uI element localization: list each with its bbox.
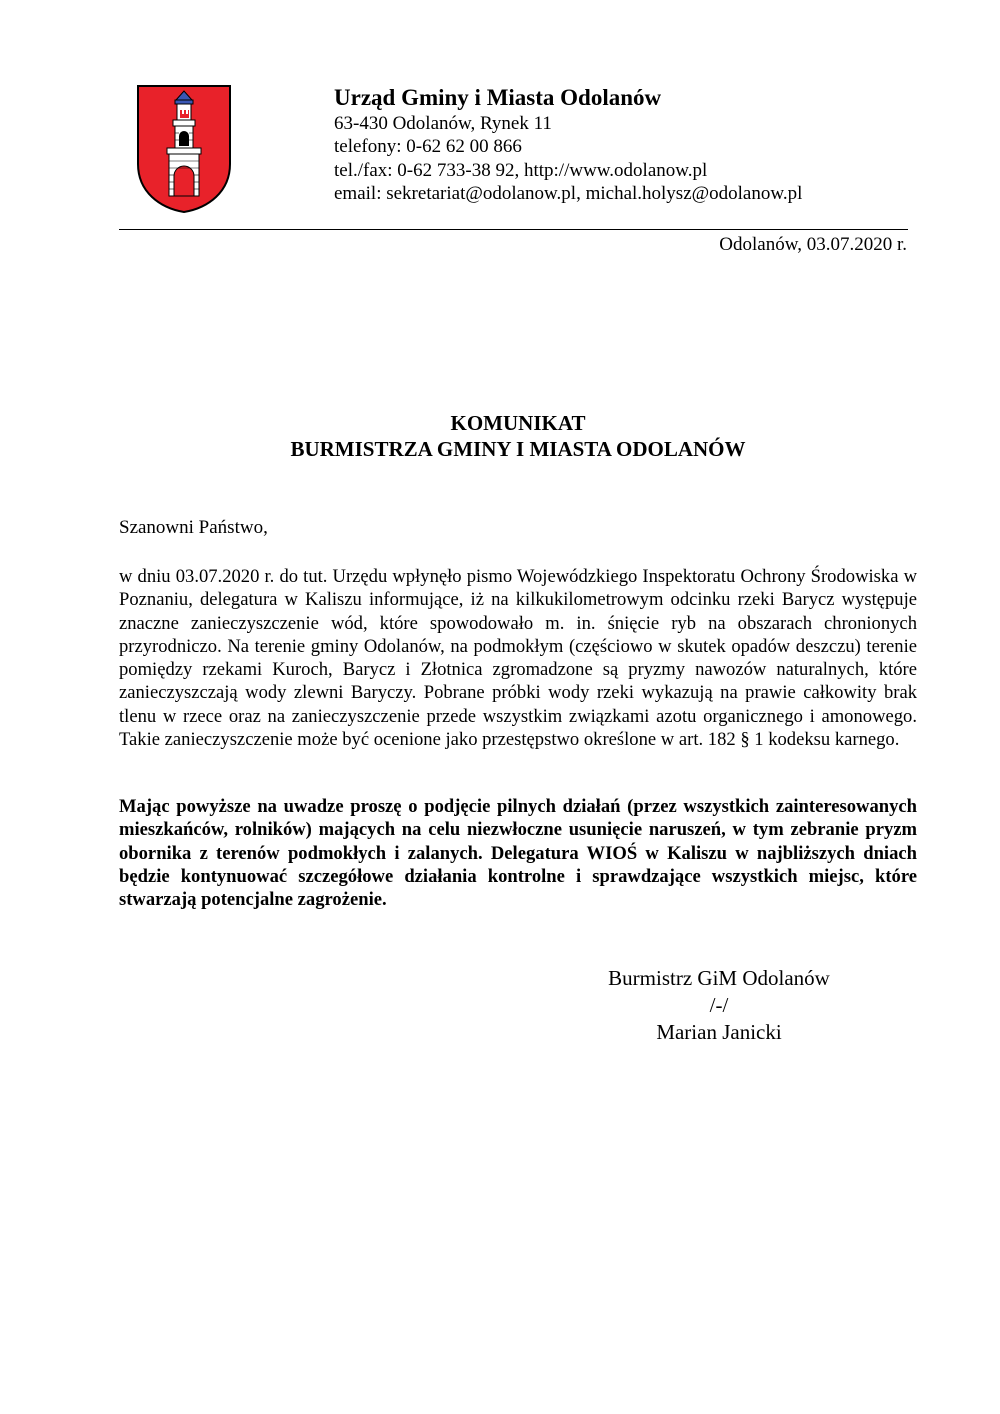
organization-name: Urząd Gminy i Miasta Odolanów [334, 85, 662, 110]
signature-block [594, 965, 844, 1046]
body-paragraph: w dniu 03.07.2020 r. do tut. Urzędu wpłynęło pismo Wojewódzkiego Inspektoratu Ochrony Środowiska w Poznaniu, delegatura w Kaliszu informujące, iż na kilkukilometrowym odcinku rzeki Barycz występuje znaczne zanieczyszczenie wód, które spowodowało m. in. śnięcie ryb na obszarach chronionych przyrodniczo. Na terenie gminy Odolanów, na podmokłym (częściowo w skutek opadów deszczu) terenie pomiędzy rzekami Kuroch, Barycz i Złotnica zgromadzone są pryzmy nawozów naturalnych, które zanieczyszczają wody zlewni Baryczy. Pobrane próbki wody rzeki wykazują na prawie całkowity brak tlenu w rzece oraz na zanieczyszczenie przede wszystkim związkami azotu organicznego i amonowego. Takie zanieczyszczenie może być ocenione jako przestępstwo określone w art. 182 § 1 kodeksu karnego. [119, 566, 917, 751]
signature-mark: /-/ [709, 993, 729, 1017]
document-date: Odolanów, 03.07.2020 r. [719, 234, 907, 255]
coat-of-arms-tower-icon [136, 84, 232, 214]
letterhead [334, 84, 954, 206]
email-line: email: sekretariat@odolanow.pl, michal.holysz@odolanow.pl [334, 183, 803, 205]
title-line-1: KOMUNIKAT [450, 411, 586, 435]
fax-web-line: tel./fax: 0-62 733-38 92, http://www.odolanow.pl [334, 159, 708, 181]
signature-name: Marian Janicki [656, 1020, 782, 1044]
address-line: 63-430 Odolanów, Rynek 11 [334, 113, 552, 134]
title-line-2: BURMISTRZA GMINY I MIASTA ODOLANÓW [290, 437, 746, 461]
bold-paragraph: Mając powyższe na uwadze proszę o podjęcie pilnych działań (przez wszystkich zainteresowanych mieszkańców, rolników) mających na celu niezwłoczne usunięcie naruszeń, w tym zebranie pryzm obornika z terenów podmokłych i zalanych. Delegatura WIOŚ w Kaliszu w najbliższych dniach będzie kontynuować szczegółowe działania kontrolne i sprawdzające wszystkich miejsc, które stwarzają potencjalne zagrożenie. [119, 796, 917, 911]
phone-line: telefony: 0-62 62 00 866 [334, 136, 522, 158]
salutation: Szanowni Państwo, [119, 517, 268, 538]
signature-role: Burmistrz GiM Odolanów [608, 966, 830, 990]
document-title [119, 410, 917, 462]
header-divider [119, 229, 908, 230]
